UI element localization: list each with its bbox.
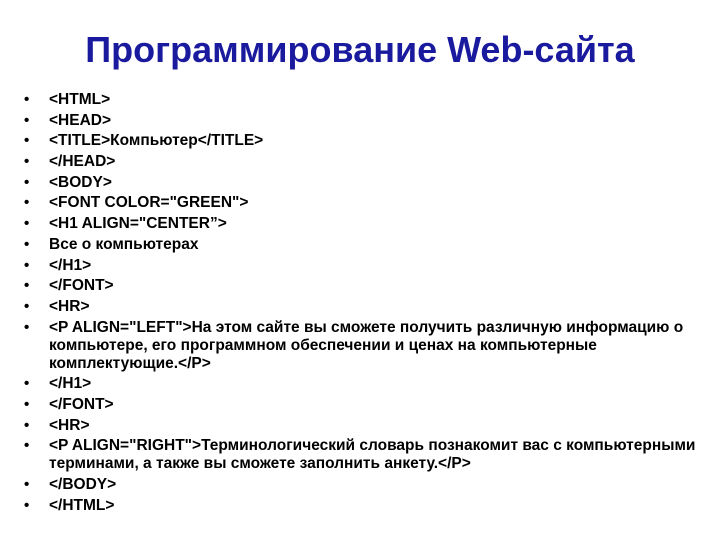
bullet-text: </H1>	[49, 375, 92, 393]
bullet-icon: •	[24, 111, 30, 129]
bullet-icon: •	[24, 256, 30, 274]
bullet-text: <TITLE>Компьютер</TITLE>	[49, 132, 264, 150]
bullet-text: <HR>	[49, 416, 90, 434]
bullet-icon: •	[24, 235, 30, 253]
bullet-text: <P ALIGN="RIGHT">Терминологический словарь познакомит вас с компьютерными терминами, а также вы сможете заполнить анкету.</P>	[49, 437, 696, 473]
bullet-item	[20, 132, 710, 150]
bullet-item	[20, 319, 710, 373]
bullet-icon: •	[24, 173, 30, 191]
bullet-icon: •	[24, 297, 30, 315]
bullet-icon: •	[24, 194, 30, 212]
bullet-icon: •	[24, 318, 30, 336]
bullet-text: <HTML>	[49, 91, 111, 108]
bullet-text: <FONT COLOR="GREEN">	[49, 194, 249, 212]
bullet-text: </H1>	[49, 256, 92, 274]
bullet-icon: •	[24, 395, 30, 413]
bullet-item	[20, 112, 710, 130]
bullet-text: </HEAD>	[49, 153, 116, 171]
bullet-icon: •	[24, 496, 30, 514]
bullet-item	[20, 277, 710, 295]
bullet-icon: •	[24, 437, 30, 455]
bullet-icon: •	[24, 476, 30, 493]
bullet-item	[20, 194, 710, 212]
bullet-item	[20, 236, 710, 254]
bullet-item	[20, 437, 710, 473]
bullet-item	[20, 375, 710, 393]
bullet-icon: •	[24, 416, 30, 434]
bullet-icon: •	[24, 132, 30, 150]
bullet-item	[20, 215, 710, 233]
bullet-text: <P ALIGN="LEFT">На этом сайте вы сможете получить различную информацию о компьютере, его программном обеспечении и ценах на компьютерные комплектующие.</P>	[49, 318, 684, 372]
bullet-text: <HEAD>	[49, 111, 112, 129]
bullet-icon: •	[24, 215, 30, 233]
bullet-text: <BODY>	[49, 173, 112, 191]
bullet-text: <H1 ALIGN="CENTER”>	[49, 215, 227, 233]
bullet-text: </FONT>	[49, 395, 114, 413]
bullet-item	[20, 497, 710, 515]
slide-title: Программирование Web-сайта	[85, 29, 635, 70]
bullet-text: <HR>	[49, 297, 90, 315]
bullet-item	[20, 476, 710, 494]
bullet-item	[20, 153, 710, 171]
bullet-text: Все о компьютерах	[49, 235, 199, 253]
bullet-text: </HTML>	[49, 496, 115, 514]
bullet-item	[20, 298, 710, 316]
bullet-item	[20, 417, 710, 435]
bullet-icon: •	[24, 91, 30, 108]
bullet-item	[20, 257, 710, 275]
bullet-list	[20, 91, 710, 517]
bullet-text: </FONT>	[49, 277, 114, 295]
bullet-item	[20, 396, 710, 414]
bullet-item	[20, 91, 710, 109]
bullet-text: </BODY>	[49, 476, 117, 493]
bullet-icon: •	[24, 153, 30, 171]
bullet-item	[20, 174, 710, 192]
bullet-icon: •	[24, 375, 30, 393]
bullet-icon: •	[24, 277, 30, 295]
